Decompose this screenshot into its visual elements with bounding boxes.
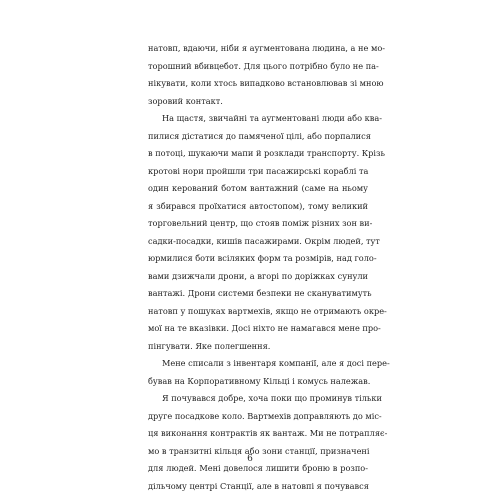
text-line: друге посадкове коло. Вартмехів доправляють до міс- — [148, 410, 382, 421]
text-line: вантажі. Дрони системи безпеки не скануватимуть — [148, 288, 372, 298]
body-text — [148, 40, 390, 495]
text-line: мої на те вказівки. Досі ніхто не намагався мене про- — [148, 323, 381, 333]
text-line: ця виконання контрактів як вантаж. Ми не потрапляє- — [148, 428, 388, 438]
text-line: вами дзижчали дрони, а вгорі по доріжках сунули — [148, 270, 368, 281]
text-line: юрмилися боти всіляких форм та розмірів, над голо- — [148, 253, 377, 263]
text-line: На щастя, звичайні та аугментовані люди або квa- — [162, 113, 383, 123]
text-line: Я почувався добре, хоча поки що проминув тільки — [162, 393, 382, 403]
text-line: мо в транзитні кільця або зони станції, призначені — [148, 445, 370, 456]
text-line: торговельний центр, що стояв поміж різних зон ви- — [148, 218, 373, 228]
text-line: садки-посадки, кишів пасажирами. Окрім людей, тут — [148, 235, 380, 246]
text-line: зоровий контакт. — [148, 95, 223, 106]
text-line: в потоці, шукаючи мапи й розклади транспорту. Крізь — [148, 148, 385, 158]
text-line: натовп у пошуках вартмехів, якщо не отримають окре- — [148, 305, 387, 316]
text-line: один керований ботом вантажний (саме на ньому — [148, 183, 368, 193]
text-line: пінгувати. Яке полегшення. — [148, 340, 271, 351]
text-line: я збирався проїхатися автостопом), тому великий — [148, 200, 368, 211]
text-line: нікувати, коли хтось випадково встановлював зі мною — [148, 78, 384, 88]
text-line: Мене списали з інвентаря компанії, але я досі пере- — [162, 358, 390, 368]
text-line: торошний вбивцебот. Для цього потрібно було не па- — [148, 60, 379, 71]
text-line: бував на Корпоративному Кільці і комусь належав. — [148, 375, 371, 386]
text-line: натовп, вдаючи, ніби я аугментована людина, а не мо- — [148, 43, 386, 53]
page-number: 6 — [247, 454, 253, 464]
text-line: дільчому центрі Станції, але в натовпі я почувався — [148, 480, 369, 491]
text-line: кротові нори пройшли три пасажирські кораблі та — [148, 165, 369, 176]
text-line: пилися дістатися до памяченої цілі, або порпалися — [148, 130, 371, 141]
text-line: для людей. Мені довелося лишити броню в розпо- — [148, 463, 368, 473]
